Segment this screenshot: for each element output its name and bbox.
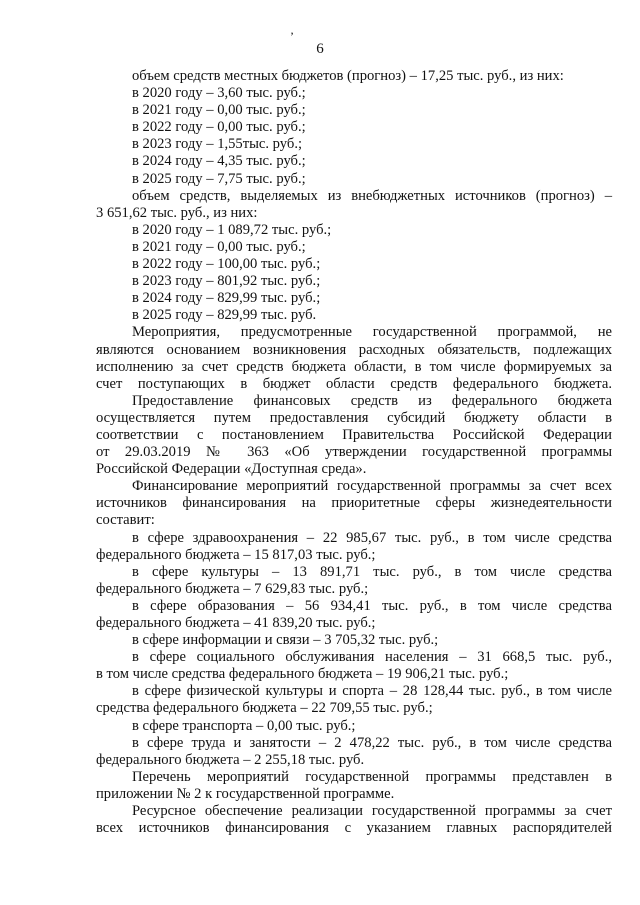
- text-line: исполнению за счет средств бюджета области, в том числе формируемых за: [96, 358, 612, 375]
- scan-mark: ’: [290, 29, 294, 43]
- text-line: Перечень мероприятий государственной программы представлен в: [132, 768, 612, 785]
- text-line: в сфере здравоохранения – 22 985,67 тыс. руб., в том числе средства: [132, 529, 612, 546]
- text-line: соответствии с постановлением Правительства Российской Федерации: [96, 426, 612, 443]
- text-line: составит:: [96, 512, 155, 529]
- text-line: осуществляется путем предоставления субсидий бюджету области в: [96, 409, 612, 426]
- document-body: [96, 68, 612, 837]
- text-line: в сфере социального обслуживания населения – 31 668,5 тыс. руб.,: [132, 649, 612, 666]
- text-line: средства федерального бюджета – 22 709,55 тыс. руб.;: [96, 700, 433, 717]
- text-line: счет поступающих в бюджет области средств федерального бюджета.: [96, 375, 612, 392]
- text-line: федерального бюджета – 7 629,83 тыс. руб.;: [96, 580, 369, 597]
- text-line: являются основанием возникновения расходных обязательств, подлежащих: [96, 341, 612, 358]
- text-line: Предоставление финансовых средств из федерального бюджета: [132, 392, 612, 409]
- text-line: 3 651,62 тыс. руб., из них:: [96, 204, 258, 221]
- text-line: Финансирование мероприятий государственной программы за счет всех: [132, 478, 612, 495]
- text-line: в сфере информации и связи – 3 705,32 тыс. руб.;: [132, 632, 439, 649]
- text-line: в сфере образования – 56 934,41 тыс. руб., в том числе средства: [132, 597, 612, 614]
- text-line: в 2022 году – 0,00 тыс. руб.;: [132, 119, 306, 136]
- text-line: объем средств, выделяемых из внебюджетных источников (прогноз) –: [132, 187, 612, 204]
- text-line: в 2020 году – 1 089,72 тыс. руб.;: [132, 221, 332, 238]
- text-line: всех источников финансирования с указанием главных распорядителей: [96, 820, 612, 837]
- text-line: в 2025 году – 7,75 тыс. руб.;: [132, 170, 306, 187]
- text-line: в 2020 году – 3,60 тыс. руб.;: [132, 85, 306, 102]
- text-line: федерального бюджета – 41 839,20 тыс. руб.;: [96, 615, 376, 631]
- text-line: в сфере культуры – 13 891,71 тыс. руб., в том числе средства: [132, 563, 612, 580]
- text-line: в 2025 году – 829,99 тыс. руб.: [132, 307, 317, 324]
- text-line: приложении № 2 к государственной программе.: [96, 785, 395, 802]
- text-line: в 2022 году – 100,00 тыс. руб.;: [132, 256, 321, 273]
- page-number: 6: [316, 41, 324, 57]
- text-line: в 2021 году – 0,00 тыс. руб.;: [132, 102, 306, 119]
- text-line: Мероприятия, предусмотренные государственной программой, не: [132, 324, 612, 341]
- text-line: Ресурсное обеспечение реализации государственной программы за счет: [132, 803, 612, 820]
- text-line: источников финансирования на приоритетные сферы жизнедеятельности: [96, 495, 612, 512]
- text-line: в том числе средства федерального бюджета – 19 906,21 тыс. руб.;: [96, 666, 509, 683]
- text-line: в 2023 году – 801,92 тыс. руб.;: [132, 273, 321, 290]
- text-line: в сфере транспорта – 0,00 тыс. руб.;: [132, 717, 356, 734]
- text-line: объем средств местных бюджетов (прогноз) – 17,25 тыс. руб., из них:: [132, 68, 564, 84]
- text-line: в 2024 году – 4,35 тыс. руб.;: [132, 153, 306, 170]
- text-line: в 2024 году – 829,99 тыс. руб.;: [132, 290, 321, 307]
- text-line: Российской Федерации «Доступная среда».: [96, 461, 367, 478]
- text-line: в 2021 году – 0,00 тыс. руб.;: [132, 238, 306, 255]
- text-line: в 2023 году – 1,55тыс. руб.;: [132, 136, 303, 153]
- text-line: федерального бюджета – 15 817,03 тыс. руб.;: [96, 546, 376, 563]
- text-line: федерального бюджета – 2 255,18 тыс. руб.: [96, 751, 365, 768]
- text-line: в сфере физической культуры и спорта – 28 128,44 тыс. руб., в том числе: [132, 683, 612, 700]
- text-line: от 29.03.2019 № 363 «Об утверждении государственной программы: [96, 444, 612, 461]
- text-line: в сфере труда и занятости – 2 478,22 тыс. руб., в том числе средства: [132, 734, 612, 751]
